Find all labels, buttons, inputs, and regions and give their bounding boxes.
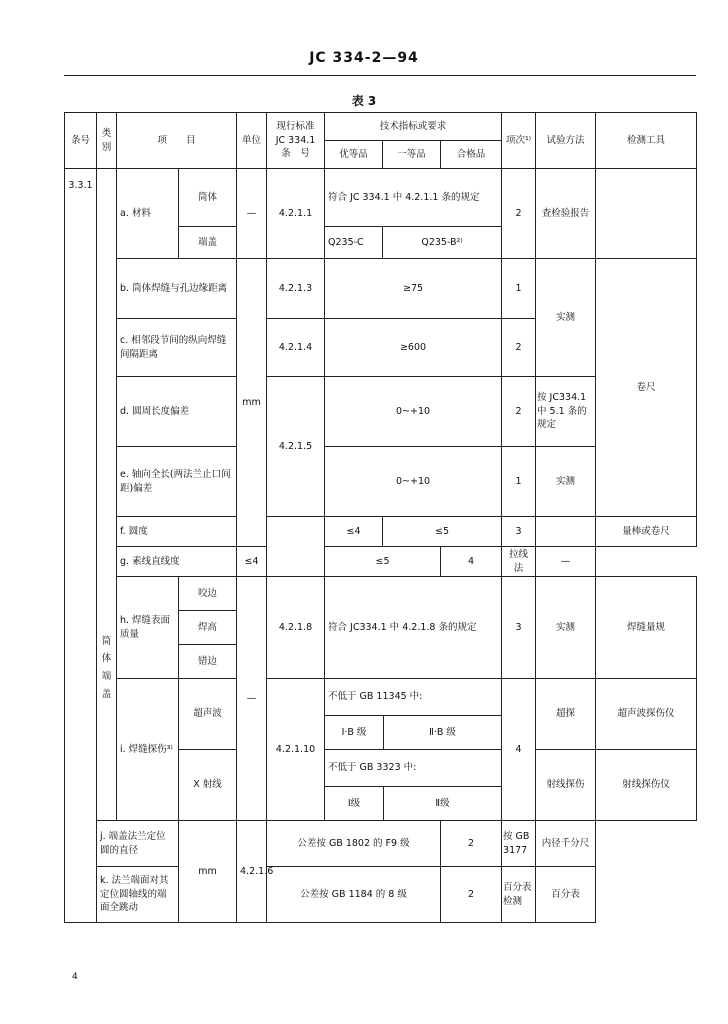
- item-k: k. 法兰端面对其定位圆轴线的端面全跳动: [97, 867, 179, 923]
- req-h: 符合 JC334.1 中 4.2.1.8 条的规定: [325, 577, 502, 679]
- req-d: 0~+10: [325, 377, 502, 447]
- req-g-other: ≤5: [325, 547, 441, 577]
- req-a-cap-left: Q235-C: [325, 227, 383, 259]
- order-g: 4: [441, 547, 502, 577]
- method-k: 百分表检测: [502, 867, 536, 923]
- order-j: 2: [441, 821, 502, 867]
- item-h-sub-undercut: 咬边: [179, 577, 237, 611]
- item-f: f. 圆度: [117, 517, 237, 547]
- order-a: 2: [502, 169, 536, 259]
- col-order-header: 项次¹⁾: [502, 113, 536, 169]
- item-a-sub-cap: 端盖: [179, 227, 237, 259]
- clause-ref-j-k: 4.2.1.6: [237, 821, 267, 923]
- method-d: 按 JC334.1 中 5.1 条的规定: [536, 377, 596, 447]
- item-g: g. 素线直线度: [117, 547, 237, 577]
- req-k: 公差按 GB 1184 的 8 级: [267, 867, 441, 923]
- unit-a: —: [237, 169, 267, 259]
- item-h-sub-misalign: 错边: [179, 645, 237, 679]
- clause-ref-i: 4.2.1.10: [267, 679, 325, 821]
- clause-ref-b: 4.2.1.3: [267, 259, 325, 319]
- tool-i-xray: 射线探伤仪: [596, 750, 697, 821]
- table-row: [65, 169, 697, 227]
- item-i: i. 焊缝探伤³⁾: [117, 679, 179, 821]
- req-g-top: ≤4: [237, 547, 267, 577]
- clause-ref-a: 4.2.1.1: [267, 169, 325, 259]
- item-e: e. 轴向全长(两法兰止口间距)偏差: [117, 447, 237, 517]
- order-k: 2: [441, 867, 502, 923]
- tool-f: 量棒或卷尺: [596, 517, 697, 547]
- col-tool-header: 检测工具: [596, 113, 697, 169]
- order-e: 1: [502, 447, 536, 517]
- page-number: 4: [72, 972, 78, 982]
- order-d: 2: [502, 377, 536, 447]
- req-b: ≥75: [325, 259, 502, 319]
- clause-ref-c: 4.2.1.4: [267, 319, 325, 377]
- category-vertical-label: 筒 体 端 盖: [97, 517, 117, 821]
- item-a-sub-barrel: 筒体: [179, 169, 237, 227]
- item-a: a. 材料: [117, 169, 179, 259]
- order-i: 4: [502, 679, 536, 821]
- req-e: 0~+10: [325, 447, 502, 517]
- table-caption: 表 3: [351, 94, 377, 108]
- table-row: [65, 517, 697, 547]
- table-header-row: [65, 113, 697, 141]
- tool-g: —: [536, 547, 596, 577]
- order-b: 1: [502, 259, 536, 319]
- clause-ref-d-e: 4.2.1.5: [267, 377, 325, 517]
- item-h-sub-weld-height: 焊高: [179, 611, 237, 645]
- header-rule: [64, 75, 696, 76]
- order-h: 3: [502, 577, 536, 679]
- item-i-sub-xray: X 射线: [179, 750, 237, 821]
- req-i-xray: 不低于 GB 3323 中: Ⅰ级 Ⅱ级: [325, 750, 502, 821]
- method-j: 按 GB 3177: [502, 821, 536, 867]
- unit-mm-b-to-g: mm: [237, 259, 267, 547]
- unit-j-k: mm: [179, 821, 237, 923]
- table-row: [65, 577, 697, 611]
- table-row: [65, 259, 697, 319]
- tool-a: [596, 169, 697, 259]
- tool-h: 焊缝量规: [596, 577, 697, 679]
- tool-k: 百分表: [536, 867, 596, 923]
- item-i-sub-ultrasonic: 超声波: [179, 679, 237, 750]
- item-c: c. 相邻段节间的纵向焊缝间隔距离: [117, 319, 237, 377]
- method-g: 拉线法: [502, 547, 536, 577]
- col-item-header: 项 目: [117, 113, 237, 169]
- req-f-top: ≤4: [325, 517, 383, 547]
- method-b-c: 实测: [536, 259, 596, 377]
- method-a: 查检验报告: [536, 169, 596, 259]
- item-j: j. 端盖法兰定位圆的直径: [97, 821, 179, 867]
- specification-table: [64, 112, 697, 923]
- req-a-cap-right: Q235-B²⁾: [383, 227, 502, 259]
- item-b: b. 筒体焊缝与孔边缘距离: [117, 259, 237, 319]
- clause-ref-f-g: [267, 517, 325, 577]
- method-e: 实测: [536, 447, 596, 517]
- tool-j: 内径千分尺: [536, 821, 596, 867]
- item-d: d. 圆周长度偏差: [117, 377, 237, 447]
- method-i-xray: 射线探伤: [536, 750, 596, 821]
- table-row: [65, 679, 697, 750]
- grade-qualified-header: 合格品: [441, 141, 502, 169]
- clause-number: 3.3.1: [65, 169, 97, 923]
- document-code-header: JC 334-2—94: [309, 50, 419, 66]
- req-f-other: ≤5: [383, 517, 502, 547]
- tool-b-to-e: 卷尺: [596, 259, 697, 517]
- clause-ref-h: 4.2.1.8: [267, 577, 325, 679]
- col-clause-header: 条号: [65, 113, 97, 169]
- method-i-ultrasonic: 超探: [536, 679, 596, 750]
- col-standard-header: 现行标准 JC 334.1 条 号: [267, 113, 325, 169]
- req-j: 公差按 GB 1802 的 F9 级: [267, 821, 441, 867]
- order-c: 2: [502, 319, 536, 377]
- category-cell-top: [97, 169, 117, 517]
- grade-first-header: 一等品: [383, 141, 441, 169]
- col-tech-req-header: 技术指标或要求: [325, 113, 502, 141]
- tool-i-ultrasonic: 超声波探伤仪: [596, 679, 697, 750]
- req-c: ≥600: [325, 319, 502, 377]
- col-unit-header: 单位: [237, 113, 267, 169]
- table-row: [65, 867, 697, 923]
- order-f: 3: [502, 517, 536, 547]
- item-h: h. 焊缝表面质量: [117, 577, 179, 679]
- col-category-header: 类别: [97, 113, 117, 169]
- table-row: [65, 547, 697, 577]
- method-h: 实测: [536, 577, 596, 679]
- req-a-barrel: 符合 JC 334.1 中 4.2.1.1 条的规定: [325, 169, 502, 227]
- table-row: [65, 821, 697, 867]
- grade-top-header: 优等品: [325, 141, 383, 169]
- col-method-header: 试验方法: [536, 113, 596, 169]
- req-i-ultrasonic: 不低于 GB 11345 中: Ⅰ·B 级 Ⅱ·B 级: [325, 679, 502, 750]
- unit-h-i: —: [237, 577, 267, 821]
- method-f: [536, 517, 596, 547]
